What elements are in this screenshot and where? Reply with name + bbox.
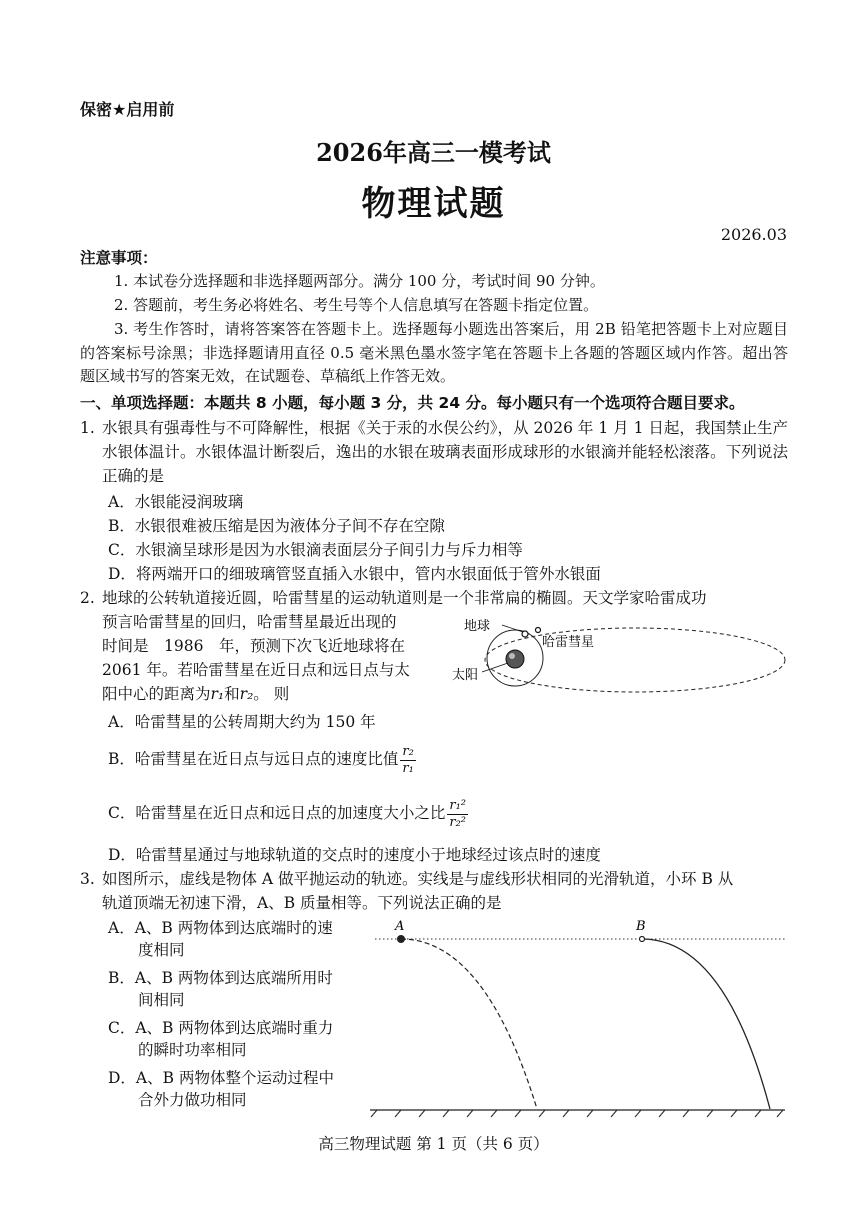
q2-stem-line-5-text: 阳中心的距离为 [102, 685, 211, 703]
note-item-2: 2. 答题前，考生务必将姓名、考生号等个人信息填写在答题卡指定位置。 [114, 296, 599, 314]
q1-option-a: A．水银能浸润玻璃 [108, 493, 244, 511]
fraction-denominator: r₁ [402, 760, 414, 776]
note-item-3: 3. 考生作答时，请将答案答在答题卡上。选择题每小题选出答案后，用 2B 铅笔把答题卡上对应题目的答案标号涂黑；非选择题请用直径 0.5 毫米黑色墨水签字笔在答题卡上各题的答题区域内作答。超出答题区域书写的答案无效，在试题卷、草稿纸上作答无效。 [80, 320, 788, 385]
q1-option-d: D．将两端开口的细玻璃管竖直插入水银中，管内水银面低于管外水银面 [108, 565, 601, 583]
smooth-track-b [642, 939, 770, 1109]
q3-number: 3. [80, 870, 95, 888]
exam-date: 2026.03 [720, 225, 787, 244]
q2-option-a: A．哈雷彗星的公转周期大约为 150 年 [108, 713, 376, 731]
subject-title: 物理试题 [361, 184, 506, 224]
q3-stem-line-2: 轨道顶端无初速下滑，A、B 质量相等。下列说法正确的是 [102, 894, 502, 912]
orbit-diagram [440, 608, 790, 718]
q2-stem-line-2: 预言哈雷彗星的回归，哈雷彗星最近出现的 [102, 613, 397, 631]
q1-option-c: C．水银滴呈球形是因为水银滴表面层分子间引力与斥力相等 [108, 541, 523, 559]
q3-option-d: D．A、B 两物体整个运动过程中 合外力做功相同 [108, 1069, 334, 1109]
notes-heading: 注意事项： [80, 249, 158, 267]
fraction-numerator: r₁² [449, 797, 467, 813]
q2-stem-line-4: 2061 年。若哈雷彗星在近日点和远日点与太 [102, 661, 410, 679]
q3-option-c: C．A、B 两物体到达底端时重力 的瞬时功率相同 [108, 1019, 334, 1059]
question-stem: 水银具有强毒性与不可降解性，根据《关于汞的水俣公约》，从 2026 年 1 月 1 日起，我国禁止生产水银体温计。水银体温计断裂后，逸出的水银在玻璃表面形成球形的水银滴并能轻松滚落。下列说法正确的是 [102, 419, 788, 485]
section-heading: 一、单项选择题：本题共 8 小题，每小题 3 分，共 24 分。每小题只有一个选项符合题目要求。 [80, 394, 745, 412]
sun-label: 太阳 [452, 668, 479, 683]
sun-highlight [509, 653, 515, 659]
comet-icon [536, 628, 541, 633]
r2-symbol: r₂ [239, 685, 254, 703]
trajectory-diagram [365, 915, 795, 1120]
question-number: 1. [80, 419, 95, 437]
q3-option-a: A．A、B 两物体到达底端时的速 度相同 [108, 919, 333, 959]
ground-hatching [371, 1110, 783, 1117]
r1-symbol: r₁ [210, 685, 225, 703]
q2-option-c [108, 793, 468, 833]
fraction-denominator: r₂² [449, 814, 467, 830]
fraction-r2-r1 [400, 744, 415, 777]
earth-label: 地球 [464, 619, 491, 634]
q2-stem-line-5 [102, 683, 289, 705]
q2-option-c-text: C．哈雷彗星在近日点和远日点的加速度大小之比 [108, 804, 446, 822]
q2-number: 2. [80, 589, 95, 607]
page-footer: 高三物理试题 第 1 页（共 6 页） [318, 1135, 549, 1153]
sun-icon [506, 650, 524, 668]
ring-b-icon [640, 937, 645, 942]
fraction-numerator: r₂ [402, 743, 414, 759]
then-word: 。 则 [253, 685, 290, 703]
confidential-mark: 保密★启用前 [80, 100, 175, 119]
question-1 [80, 416, 788, 488]
q2-stem-line-3: 时间是 1986 年，预测下次飞近地球将在 [102, 637, 405, 655]
comet-orbit [485, 628, 785, 692]
fraction-r1sq-r2sq [447, 798, 468, 831]
label-b: B [636, 919, 646, 934]
projectile-path-a [401, 939, 537, 1109]
q3-option-b: B．A、B 两物体到达底端所用时 间相同 [108, 969, 333, 1009]
q2-option-b-text: B．哈雷彗星在近日点与远日点的速度比值 [108, 750, 399, 768]
label-a: A [395, 919, 405, 934]
q1-option-b: B．水银很难被压缩是因为液体分子间不存在空隙 [108, 517, 445, 535]
and-word: 和 [224, 685, 240, 703]
q2-option-b [108, 740, 416, 778]
comet-label: 哈雷彗星 [542, 635, 595, 650]
q2-stem-line-1: 地球的公转轨道接近圆，哈雷彗星的运动轨道则是一个非常扁的椭圆。天文学家哈雷成功 [102, 589, 707, 607]
exam-title: 2026年高三一模考试 [316, 138, 551, 167]
q3-stem-line-1: 如图所示，虚线是物体 A 做平抛运动的轨迹。实线是与虚线形状相同的光滑轨道，小环 B 从 [102, 870, 734, 888]
object-a-icon [397, 935, 405, 943]
note-item-1: 1. 本试卷分选择题和非选择题两部分。满分 100 分，考试时间 90 分钟。 [114, 272, 605, 290]
q2-option-d: D．哈雷彗星通过与地球轨道的交点时的速度小于地球经过该点时的速度 [108, 846, 601, 864]
